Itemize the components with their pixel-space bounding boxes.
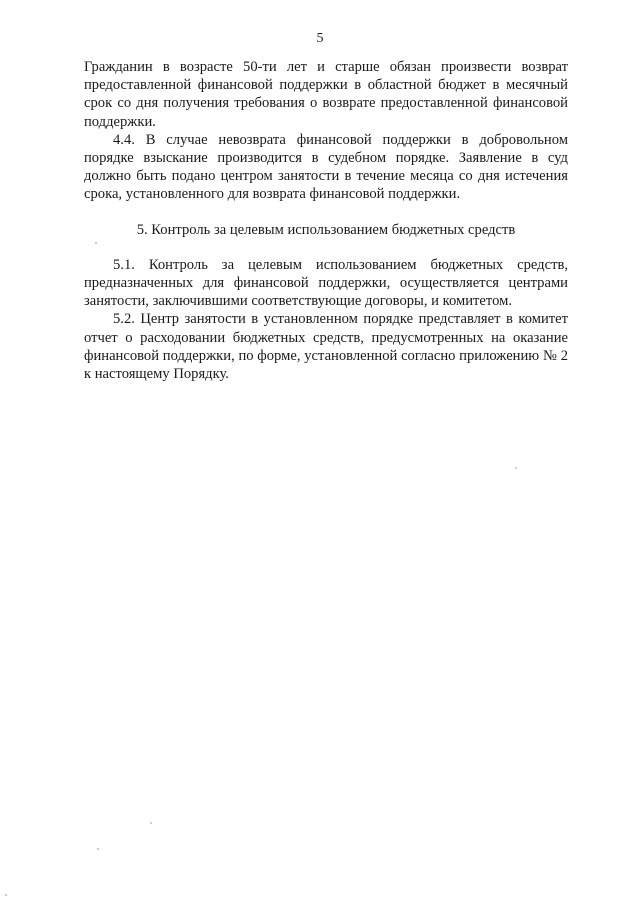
paragraph-5-1: 5.1. Контроль за целевым использованием бюджетных средств, предназначенных для финансовой поддержки, осуществляется центрами занятости, заключившими соответствующие договоры, и комитетом.: [84, 256, 568, 310]
page-number: 5: [316, 31, 324, 46]
paragraph-5-2: 5.2. Центр занятости в установленном порядке представляет в комитет отчет о расходовании бюджетных средств, предусмотренных на оказание финансовой поддержки, по форме, установленной согласно приложению № 2 к настоящему Порядку.: [84, 311, 568, 383]
scan-speck: [95, 242, 97, 244]
paragraph-return-obligation: Гражданин в возрасте 50-ти лет и старше обязан произвести возврат предоставленной финансовой поддержки в областной бюджет в месячный срок со дня получения требования о возврате предоставленной финансовой поддержки.: [84, 59, 568, 130]
scan-speck: [5, 894, 7, 896]
paragraph-4-4: 4.4. В случае невозврата финансовой поддержки в добровольном порядке взыскание производится в судебном порядке. Заявление в суд должно быть подано центром занятости в течение месяца со дня истечения срока, установленного для возврата финансовой поддержки.: [84, 131, 568, 203]
section-heading-5: 5. Контроль за целевым использованием бюджетных средств: [136, 221, 516, 238]
scan-speck: [97, 848, 99, 850]
scan-speck: [150, 822, 152, 824]
document-body: [84, 58, 568, 383]
scan-speck: [515, 467, 517, 469]
